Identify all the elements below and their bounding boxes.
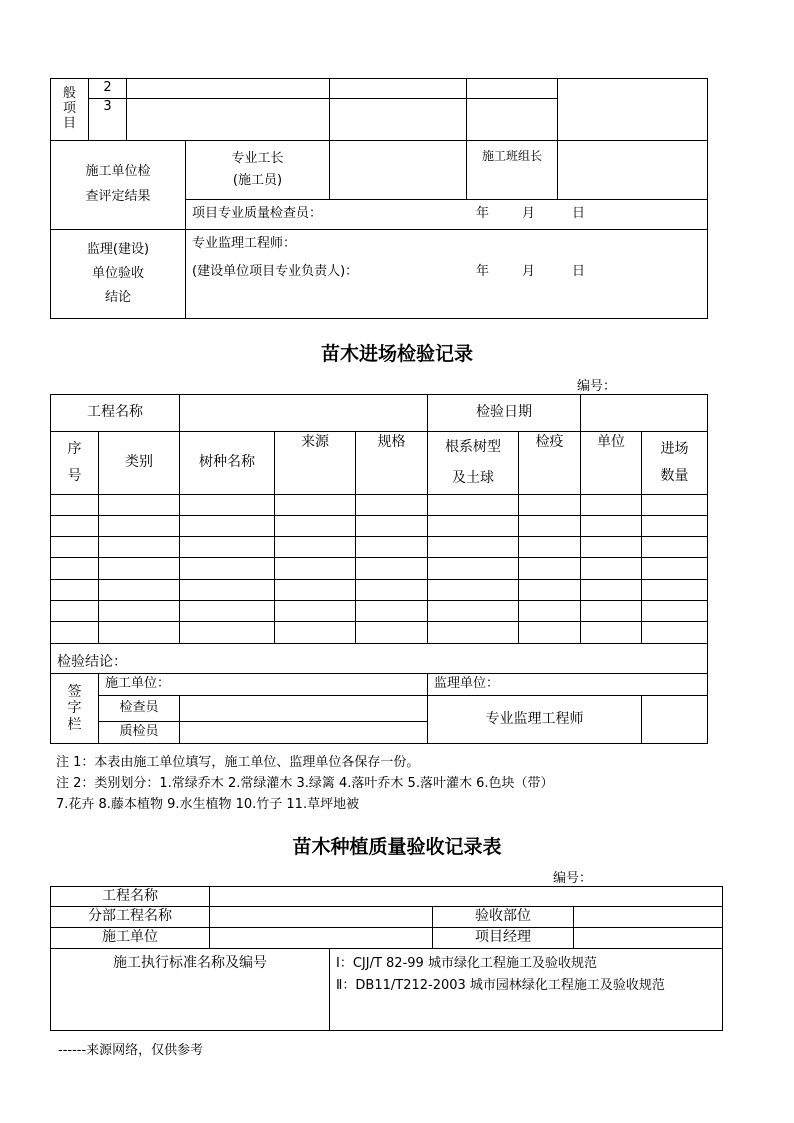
note-2: 注 2：类别划分：1.常绿乔木 2.常绿灌木 3.绿篱 4.落叶乔木 5.落叶灌木 6.色块（带） [56,776,554,791]
row-number: 3 [89,99,127,141]
acceptance-summary-table [50,78,708,319]
row-number: 2 [89,79,127,99]
supervision-unit-label: 监理单位： [428,674,708,696]
supervision-sign-area [186,230,708,319]
standard-list [330,949,723,1031]
project-name-label: 工程名称 [51,395,180,432]
col-header: 序 号 [51,432,99,495]
col-header: 类别 [99,432,180,495]
inspection-date-value [581,395,708,432]
inspection-date-label: 检验日期 [428,395,581,432]
date-month: 月 [522,264,536,280]
project-manager-label: 项目经理 [433,928,574,949]
engineer-label: 专业监理工程师 [428,696,642,744]
col-header: 根系树型 及土球 [428,432,519,495]
team-leader-label: 施工班组长 [467,141,558,200]
construction-check-label: 施工单位检 查评定结果 [51,141,186,230]
acceptance-part-label: 验收部位 [433,907,574,928]
conclusion-label: 检验结论： [51,644,708,674]
table-row [51,558,708,580]
construction-unit-label: 施工单位： [99,674,428,696]
table-row [51,495,708,516]
standard-1: Ⅰ：CJJ/T 82-99 城市绿化工程施工及验收规范 [336,956,597,971]
quality-inspector-label: 质检员 [99,722,180,744]
supervision-label: 监理(建设) 单位验收 结论 [51,230,186,319]
date-year: 年 [476,264,490,280]
project-name-value [180,395,428,432]
table-row [51,537,708,558]
form1-serial-label: 编号： [577,379,617,394]
quality-inspector-sign-row [186,200,708,230]
date-day: 日 [572,264,586,280]
foreman-label: 专业工长 (施工员) [186,141,330,200]
construction-unit-label: 施工单位 [51,928,210,949]
standard-label: 施工执行标准名称及编号 [51,949,330,1031]
date-year: 年 [476,206,490,222]
sign-label: 签 字 栏 [51,674,99,744]
col-header: 规格 [356,432,428,495]
project-name-label: 工程名称 [51,887,210,907]
footer-note: ------来源网络，仅供参考 [58,1043,204,1058]
form2-title: 苗木种植质量验收记录表 [292,836,502,858]
seedling-inspection-table [50,394,708,744]
form1-title: 苗木进场检验记录 [320,343,473,365]
supervision-engineer-label: 专业监理工程师： [192,236,297,251]
date-day: 日 [572,206,586,222]
note-1: 注 1：本表由施工单位填写，施工单位、监理单位各保存一份。 [56,755,420,770]
table-row [51,622,708,644]
col-header: 单位 [581,432,642,495]
col-header: 来源 [275,432,356,495]
col-header: 检疫 [519,432,581,495]
col-header: 树种名称 [180,432,275,495]
standard-2: Ⅱ：DB11/T212-2003 城市园林绿化工程施工及验收规范 [336,978,665,994]
owner-label: (建设单位项目专业负责人)： [192,264,359,280]
col-header: 进场 数量 [642,432,708,495]
table-row [51,580,708,601]
table-row [51,601,708,622]
general-items-label: 般 项 目 [51,79,89,141]
table-row [51,516,708,537]
planting-quality-table [50,886,723,1031]
date-month: 月 [522,206,536,222]
sub-project-label: 分部工程名称 [51,907,210,928]
inspector-label: 检查员 [99,696,180,722]
quality-inspector-label: 项目专业质量检查员： [192,206,323,222]
note-3: 7.花卉 8.藤本植物 9.水生植物 10.竹子 11.草坪地被 [56,797,360,812]
form2-serial-label: 编号： [553,871,593,886]
